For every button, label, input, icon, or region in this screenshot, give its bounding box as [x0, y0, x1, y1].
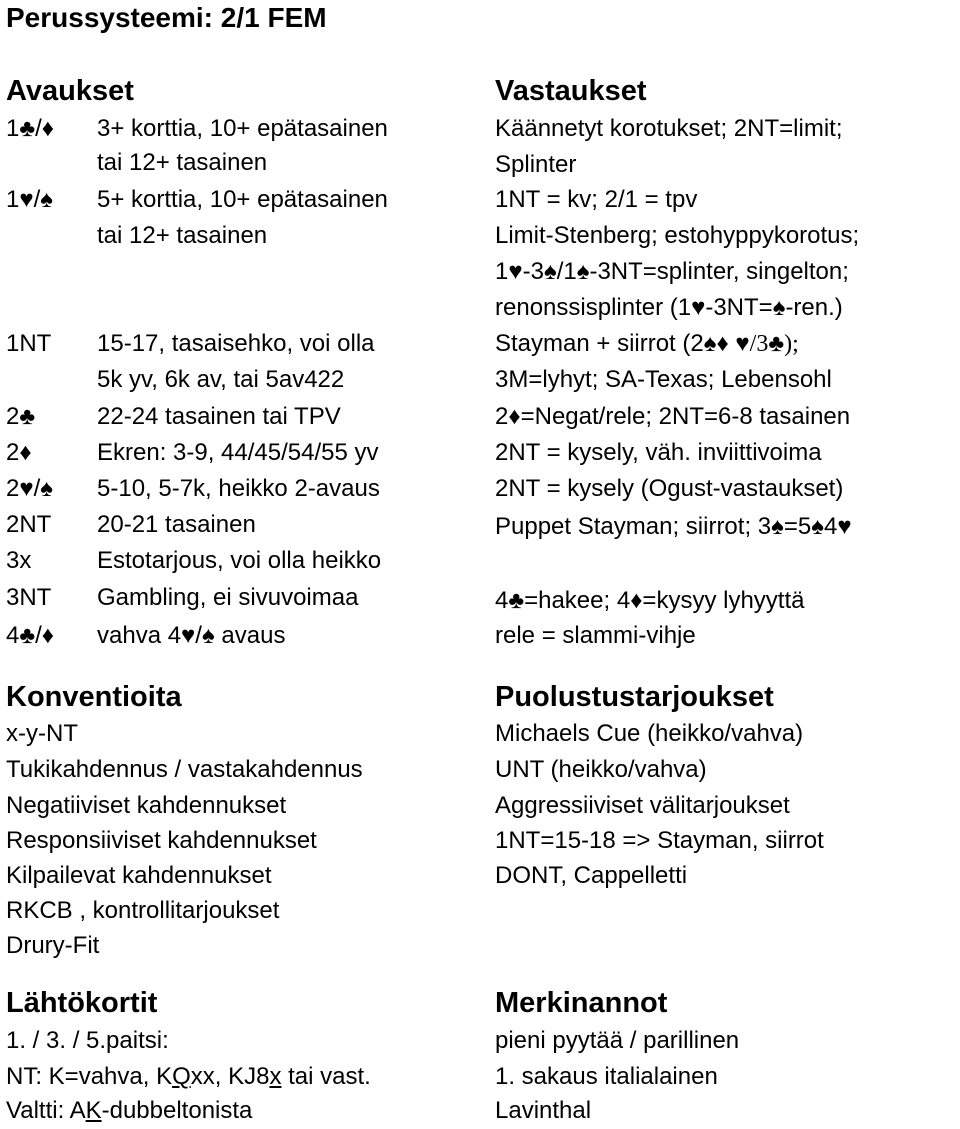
response-line: Splinter	[495, 151, 577, 178]
response-line: Puppet Stayman; siirrot; 3♠=5♠4♥	[495, 513, 852, 540]
bid-label: 2NT	[6, 511, 52, 538]
bid-description: 20-21 tasainen	[97, 511, 256, 538]
lahtokortit-heading: Lähtökortit	[6, 987, 158, 1019]
defense-item: 1NT=15-18 => Stayman, siirrot	[495, 827, 824, 854]
vastaukset-heading: Vastaukset	[495, 75, 647, 107]
bid-description: 5k yv, 6k av, tai 5av422	[97, 366, 345, 393]
puolustus-heading: Puolustustarjoukset	[495, 681, 774, 713]
bid-description: 15-17, tasaisehko, voi olla	[97, 330, 375, 357]
lead-line: NT: K=vahva, KQxx, KJ8x tai vast.	[6, 1063, 371, 1090]
signal-item: 1. sakaus italialainen	[495, 1063, 718, 1090]
response-line: Käännetyt korotukset; 2NT=limit;	[495, 115, 843, 142]
response-line: 2♦=Negat/rele; 2NT=6-8 tasainen	[495, 403, 851, 430]
convention-item: x-y-NT	[6, 720, 78, 747]
bid-description: 5+ korttia, 10+ epätasainen	[97, 186, 388, 213]
response-line: Limit-Stenberg; estohyppykorotus;	[495, 222, 860, 249]
lead-line: Valtti: AK-dubbeltonista	[6, 1097, 253, 1124]
response-line: 1NT = kv; 2/1 = tpv	[495, 186, 698, 213]
bid-label: 3NT	[6, 584, 52, 611]
defense-item: DONT, Cappelletti	[495, 862, 688, 889]
response-line: 3M=lyhyt; SA-Texas; Lebensohl	[495, 366, 832, 393]
convention-item: Negatiiviset kahdennukset	[6, 792, 287, 819]
bid-description: Gambling, ei sivuvoimaa	[97, 584, 359, 611]
page-title: Perussysteemi: 2/1 FEM	[6, 2, 327, 33]
bid-description: tai 12+ tasainen	[97, 222, 268, 249]
bid-description: tai 12+ tasainen	[97, 149, 268, 176]
merkinannot-heading: Merkinannot	[495, 987, 668, 1019]
signal-item: Lavinthal	[495, 1097, 592, 1124]
bid-label: 3x	[6, 547, 32, 574]
bid-label: 4♣/♦	[6, 622, 55, 649]
bid-label: 2♥/♠	[6, 475, 54, 502]
convention-item: Drury-Fit	[6, 932, 100, 959]
avaukset-heading: Avaukset	[6, 75, 134, 107]
bid-description: 3+ korttia, 10+ epätasainen	[97, 115, 388, 142]
bid-label: 1♣/♦	[6, 115, 55, 142]
defense-item: Aggressiiviset välitarjoukset	[495, 792, 790, 819]
bid-label: 2♣	[6, 403, 36, 430]
bid-description: vahva 4♥/♠ avaus	[97, 622, 286, 649]
response-line: 2NT = kysely, väh. inviittivoima	[495, 439, 822, 466]
bid-label: 1NT	[6, 330, 52, 357]
bid-description: Ekren: 3-9, 44/45/54/55 yv	[97, 439, 379, 466]
convention-item: Tukikahdennus / vastakahdennus	[6, 756, 363, 783]
response-line: rele = slammi-vihje	[495, 622, 696, 649]
lead-line: 1. / 3. / 5.paitsi:	[6, 1027, 169, 1054]
response-line: 4♣=hakee; 4♦=kysyy lyhyyttä	[495, 587, 805, 614]
convention-item: Kilpailevat kahdennukset	[6, 862, 272, 889]
bid-description: 5-10, 5-7k, heikko 2-avaus	[97, 475, 380, 502]
bid-label: 1♥/♠	[6, 186, 54, 213]
convention-item: Responsiiviset kahdennukset	[6, 827, 317, 854]
signal-item: pieni pyytää / parillinen	[495, 1027, 740, 1054]
convention-item: RKCB , kontrollitarjoukset	[6, 897, 280, 924]
konventioita-heading: Konventioita	[6, 681, 182, 713]
bid-description: 22-24 tasainen tai TPV	[97, 403, 341, 430]
defense-item: UNT (heikko/vahva)	[495, 756, 707, 783]
response-line: Stayman + siirrot (2♠♦ ♥/3♣);	[495, 330, 799, 357]
defense-item: Michaels Cue (heikko/vahva)	[495, 720, 804, 747]
response-line: renonssisplinter (1♥-3NT=♠-ren.)	[495, 294, 843, 321]
response-line: 2NT = kysely (Ogust-vastaukset)	[495, 475, 844, 502]
response-line: 1♥-3♠/1♠-3NT=splinter, singelton;	[495, 258, 849, 285]
bid-description: Estotarjous, voi olla heikko	[97, 547, 382, 574]
bid-label: 2♦	[6, 439, 32, 466]
